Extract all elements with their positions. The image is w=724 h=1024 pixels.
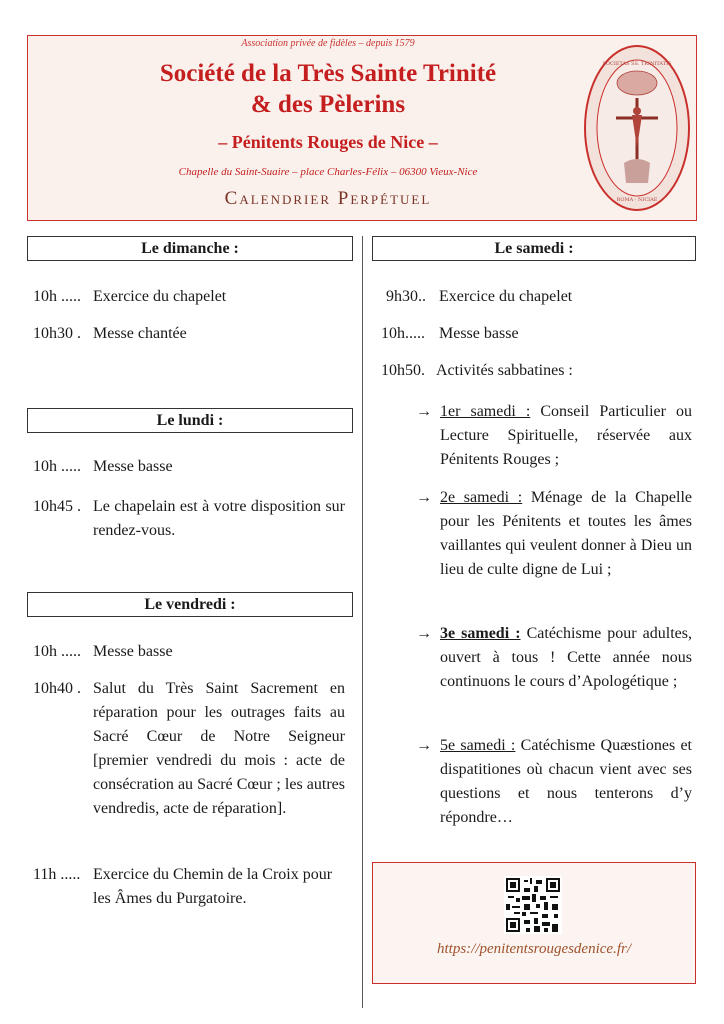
association-line: Association privée de fidèles – depuis 1579 <box>241 38 415 49</box>
arrow-right-icon: → <box>416 625 432 642</box>
saturday-heading: Le samedi : <box>372 236 696 261</box>
sunday-time: 10h30 . <box>33 325 81 342</box>
sunday-desc: Messe chantée <box>93 325 187 342</box>
friday-time: 11h ..... <box>33 866 81 883</box>
activity-item <box>416 486 693 582</box>
arrow-right-icon: → <box>416 489 432 506</box>
column-divider <box>362 236 363 1008</box>
saturday-time: 10h..... <box>381 325 425 342</box>
activity-text: Conseil Particulier ou Lecture Spirituelle, réservée aux Pénitents Rouges ; <box>440 403 693 468</box>
calendar-title: Calendrier Perpétuel <box>224 188 432 209</box>
arrow-right-icon: → <box>416 737 432 754</box>
activity-text: Catéchisme pour adultes, ouvert à tous ! Cette année nous continuons le cours d’Apologétique ; <box>440 625 693 690</box>
activity-text: Catéchisme Quæstiones et dispatitiones où chacun vient avec ses questions et nous tenterons d’y répondre… <box>440 737 693 826</box>
friday-time: 10h ..... <box>33 643 81 660</box>
header-banner <box>27 35 697 221</box>
website-link[interactable]: https://penitentsrougesdenice.fr/ <box>437 941 631 957</box>
monday-time: 10h ..... <box>33 458 81 475</box>
activity-label: 2e samedi : <box>440 489 523 506</box>
saturday-time: 10h50. <box>381 362 425 379</box>
saturday-desc: Exercice du chapelet <box>439 288 573 305</box>
title-line-1: Société de la Très Sainte Trinité <box>159 60 497 87</box>
activity-text: Ménage de la Chapelle pour les Pénitents et toutes les âmes vaillantes qui veulent donner à Dieu un lieu de culte digne de Lui ; <box>440 489 693 578</box>
saturday-time: 9h30.. <box>386 288 426 305</box>
saturday-desc: Activités sabbatines : <box>436 362 573 379</box>
friday-time: 10h40 . <box>33 680 81 697</box>
friday-desc: Messe basse <box>93 643 173 660</box>
monday-time: 10h45 . <box>33 498 81 515</box>
qr-code-icon[interactable] <box>504 876 562 934</box>
activity-label: 1er samedi : <box>440 403 531 420</box>
friday-desc: Salut du Très Saint Sacrement en réparation pour les outrages faits au Sacré Cœur de Notre Seigneur [premier vendredi du mois : acte de consécration au Sacré Cœur ; les autres vendredis, acte de réparation]. <box>93 680 345 817</box>
address-line: Chapelle du Saint-Suaire – place Charles-Félix – 06300 Vieux-Nice <box>178 166 478 178</box>
title-line-2: & des Pèlerins <box>250 91 406 118</box>
subtitle: – Pénitents Rouges de Nice – <box>218 132 438 152</box>
monday-desc: Messe basse <box>93 458 173 475</box>
activity-label: 3e samedi : <box>440 625 521 642</box>
arrow-right-icon: → <box>416 403 432 420</box>
sunday-time: 10h ..... <box>33 288 81 305</box>
saturday-desc: Messe basse <box>439 325 519 342</box>
friday-desc: Exercice du Chemin de la Croix pour les Âmes du Purgatoire. <box>93 866 333 907</box>
activity-label: 5e samedi : <box>440 737 516 754</box>
activity-item <box>416 734 693 830</box>
svg-text:ROMA · NICIAE: ROMA · NICIAE <box>616 197 658 203</box>
website-box <box>372 862 696 984</box>
sunday-desc: Exercice du chapelet <box>93 288 227 305</box>
friday-heading: Le vendredi : <box>27 592 353 617</box>
sunday-heading: Le dimanche : <box>27 236 353 261</box>
activity-item <box>416 400 693 472</box>
monday-desc: Le chapelain est à votre disposition sur rendez-vous. <box>93 498 345 539</box>
confraternity-seal-logo <box>582 43 692 213</box>
monday-heading: Le lundi : <box>27 408 353 433</box>
activity-item <box>416 622 693 694</box>
svg-text:SOCIETAS SS. TRINITATIS: SOCIETAS SS. TRINITATIS <box>602 61 672 67</box>
